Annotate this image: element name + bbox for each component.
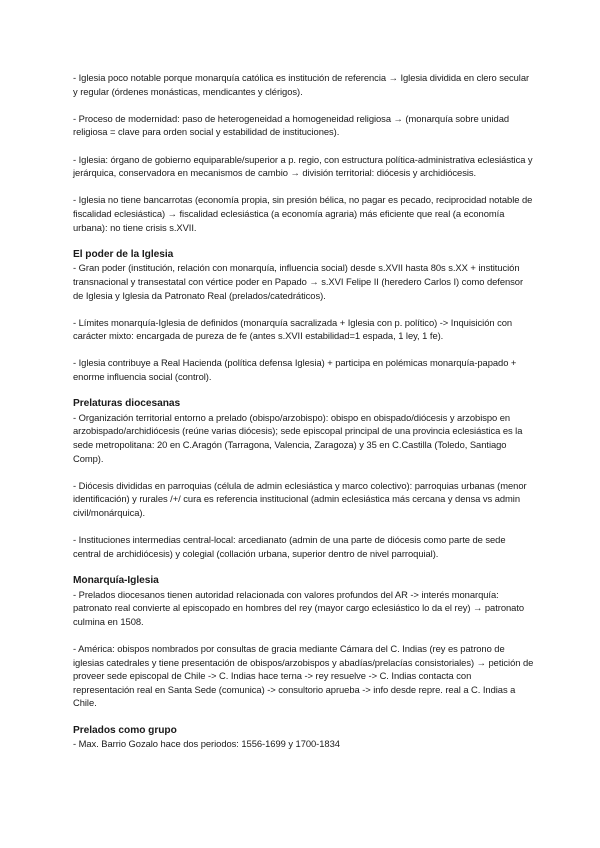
section-heading: Prelaturas diocesanas — [73, 398, 181, 410]
intro-paragraph-2: - Proceso de modernidad: paso de heterogeneidad a homogeneidad religiosa → (monarquía sobre unidad religiosa = clave para orden social y estabilidad de instituciones). — [73, 112, 510, 138]
section-paragraph: - Límites monarquía-Iglesia de definidos (monarquía sacralizada + Iglesia con p. político) -> Inquisición con carácter mixto: encargada de pureza de fe (antes s.XVII estabilidad=1 espada, 1 ley, 1 fe). — [73, 316, 513, 342]
section-heading: Monarquía-Iglesia — [73, 574, 159, 586]
section-prelados-grupo — [73, 724, 535, 751]
section-paragraph: - Gran poder (institución, relación con monarquía, influencia social) desde s.XVII hasta 80s s.XX + institución transnacional y transestatal con vértice poder en Papado → s.XVI Felipe II (heredero Carlos I) como defensor de Iglesia y Iglesia da Patronato Real (prelados/catedráticos). — [73, 262, 524, 301]
section-monarquia-iglesia — [73, 574, 535, 710]
section-paragraph: - Instituciones intermedias central-local: arcedianato (admin de una parte de diócesis como parte de sede central de archidiócesis) y colegial (collación urbana, superior dentro de nivel parroquial). — [73, 534, 506, 559]
section-paragraph: - América: obispos nombrados por consultas de gracia mediante Cámara del C. Indias (rey es patrono de iglesias catedrales y tiene presentación de obispos/arzobispos y abadías/prelacías consistoriales) → petición de proveer sede episcopal de Chile -> C. Indias hace terna -> rey resuelve -> C. Indias contacta con representación real en Santa Sede (comunica) -> consultorio aprueba -> info desde repre. real a C. Indias a Chile. — [73, 642, 534, 709]
section-prelaturas-diocesanas — [73, 397, 535, 560]
section-paragraph: - Diócesis divididas en parroquias (célula de admin eclesiástica y marco colectivo): parroquias urbanas (menor identificación) y rurales /+/ cura es referencia institucional (admin eclesiástica más cercana y densa vs admin civil/monárquica). — [73, 479, 527, 518]
intro-paragraph-4: - Iglesia no tiene bancarrotas (economía propia, sin presión bélica, no pagar es pecado, reciprocidad notable de fiscalidad eclesiástica) → fiscalidad eclesiástica (a economía agraria) más eficiente que real (a economía urbana): no tiene crisis s.XVII. — [73, 194, 533, 233]
intro-paragraph-1: - Iglesia poco notable porque monarquía católica es institución de referencia → Iglesia dividida en clero secular y regular (órdenes monásticas, mendicantes y clérigos). — [73, 72, 530, 97]
section-paragraph: - Iglesia contribuye a Real Hacienda (política defensa Iglesia) + participa en polémicas monarquía-papado + enorme influencia social (control). — [73, 357, 517, 383]
document-body — [73, 71, 535, 764]
intro-paragraph-3: - Iglesia: órgano de gobierno equiparable/superior a p. regio, con estructura política-administrativa eclesiástica y jerárquica, conservadora en mecanismos de cambio → división territorial: diócesis y archidiócesis. — [73, 153, 533, 179]
section-heading: El poder de la Iglesia — [73, 248, 174, 260]
section-paragraph: - Max. Barrio Gozalo hace dos periodos: 1556-1699 y 1700-1834 — [73, 738, 340, 750]
section-poder-iglesia — [73, 248, 535, 384]
section-paragraph: - Prelados diocesanos tienen autoridad relacionada con valores profundos del AR -> interés monarquía: patronato real convierte al episcopado en hombres del rey (mayor cargo eclesiástico lo da el rey) → patronato culmina en 1508. — [73, 588, 525, 627]
section-heading: Prelados como grupo — [73, 724, 177, 736]
section-paragraph: - Organización territorial entorno a prelado (obispo/arzobispo): obispo en obispado/diócesis y arzobispo en arzobispado/archidiócesis (reúne varias diócesis); sede episcopal principal de una provincia eclesiástica es la sede metropolitana: 20 en C.Aragón (Tarragona, Valencia, Zaragoza) y 35 en C.Castilla (Toledo, Santiago Comp). — [73, 411, 523, 464]
